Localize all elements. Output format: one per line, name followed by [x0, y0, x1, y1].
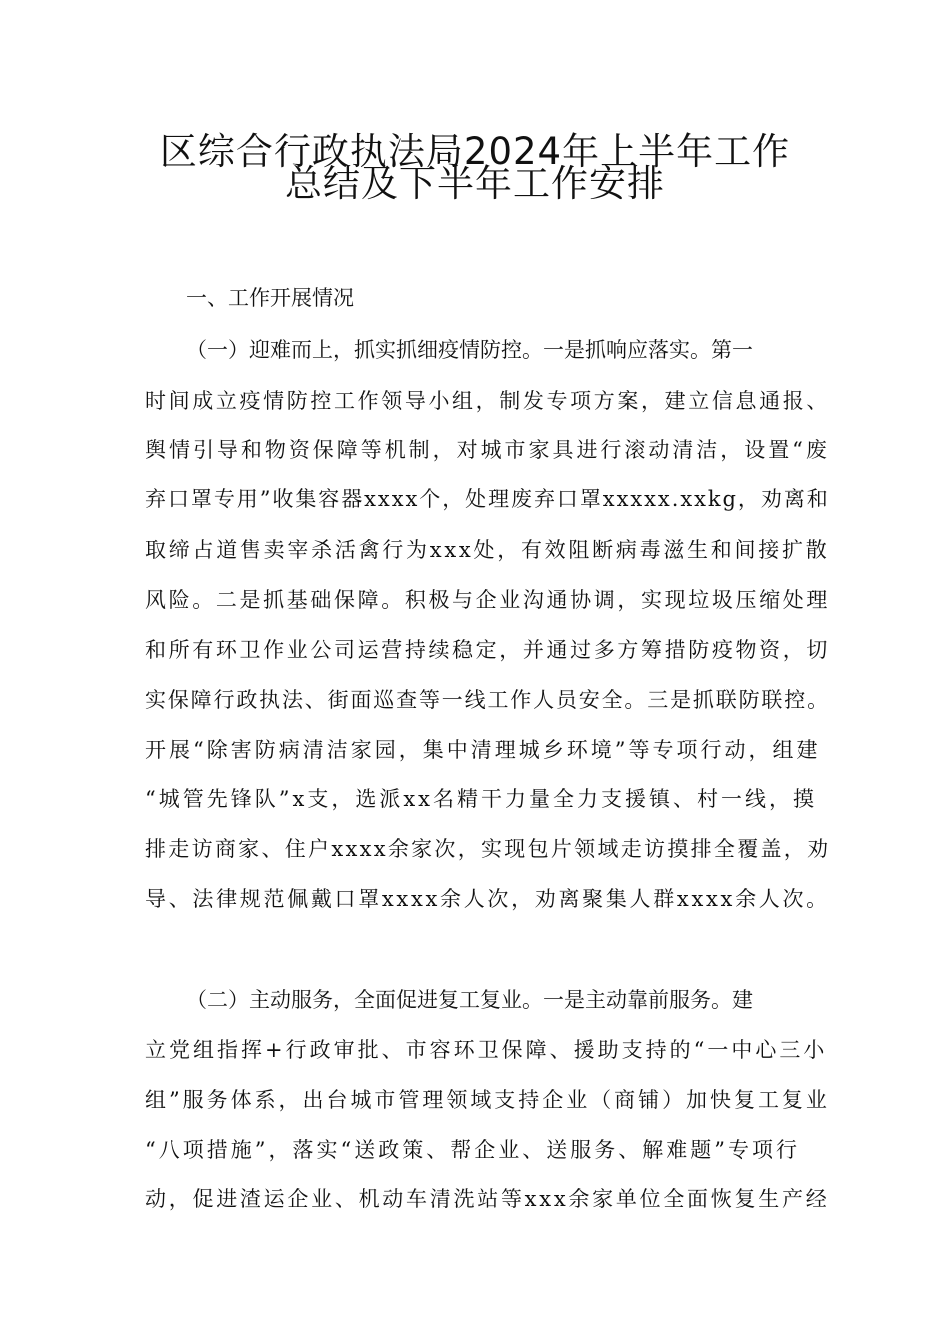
- paragraph-line: （一）迎难而上，抓实抓细疫情防控。一是抓响应落实。第一: [186, 338, 753, 362]
- paragraph-line: 实保障行政执法、街面巡查等一线工作人员安全。三是抓联防联控。: [145, 688, 830, 712]
- paragraph-line: 舆情引导和物资保障等机制，对城市家具进行滚动清洁，设置“废: [145, 438, 830, 462]
- paragraph-line: 立党组指挥+行政审批、市容环卫保障、援助支持的“一中心三小: [145, 1038, 828, 1062]
- paragraph-line: 排走访商家、住户xxxx余家次，实现包片领域走访摸排全覆盖，劝: [145, 837, 831, 861]
- paragraph-line: （二）主动服务，全面促进复工复业。一是主动靠前服务。建: [186, 988, 753, 1012]
- paragraph-line: 弃口罩专用”收集容器xxxx个，处理废弃口罩xxxxx.xxkg，劝离和: [145, 487, 830, 511]
- document-title-line-1: 区综合行政执法局2024年上半年工作: [159, 130, 791, 173]
- paragraph-line: 开展“除害防病清洁家园，集中清理城乡环境”等专项行动，组建: [145, 738, 821, 762]
- paragraph-line: “八项措施”，落实“送政策、帮企业、送服务、解难题”专项行: [145, 1138, 800, 1162]
- document-title-line-2: 总结及下半年工作安排: [285, 162, 665, 205]
- paragraph-line: 风险。二是抓基础保障。积极与企业沟通协调，实现垃圾压缩处理: [145, 588, 830, 612]
- paragraph-line: 导、法律规范佩戴口罩xxxx余人次，劝离聚集人群xxxx余人次。: [145, 887, 830, 911]
- section-heading: 一、工作开展情况: [186, 286, 354, 310]
- paragraph-line: 组”服务体系，出台城市管理领域支持企业（商铺）加快复工复业: [145, 1088, 830, 1112]
- paragraph-line: 时间成立疫情防控工作领导小组，制发专项方案，建立信息通报、: [145, 389, 830, 413]
- paragraph-line: 和所有环卫作业公司运营持续稳定，并通过多方筹措防疫物资，切: [145, 638, 830, 662]
- paragraph-line: 动，促进渣运企业、机动车清洗站等xxx余家单位全面恢复生产经: [145, 1187, 830, 1211]
- paragraph-line: 取缔占道售卖宰杀活禽行为xxx处，有效阻断病毒滋生和间接扩散: [145, 538, 830, 562]
- paragraph-line: “城管先锋队”x支，选派xx名精干力量全力支援镇、村一线，摸: [145, 787, 817, 811]
